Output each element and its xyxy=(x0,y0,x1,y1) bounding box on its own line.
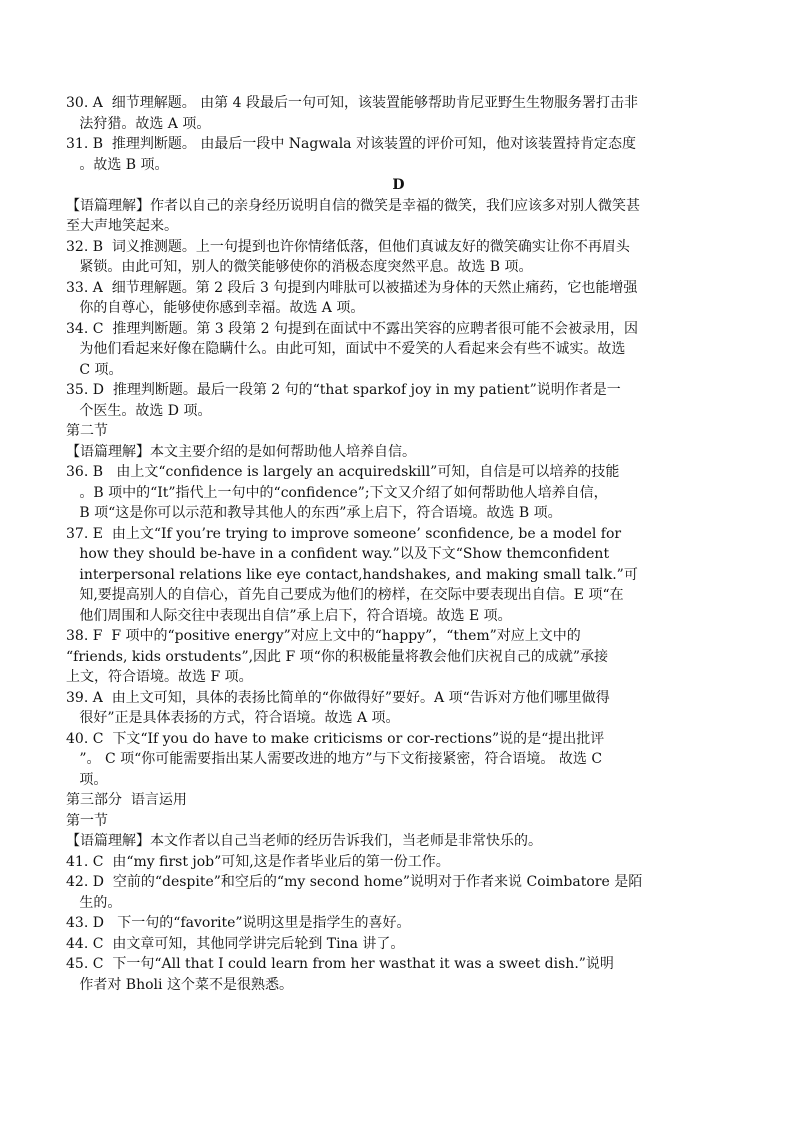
text-block xyxy=(66,954,731,995)
text-block xyxy=(66,811,731,832)
text-block xyxy=(66,462,731,524)
text-line: 30. A 细节理解题。 由第 4 段最后一句可知，该装置能够帮助肯尼亚野生生物服务署打击非 xyxy=(66,95,638,111)
text-line: 43. D 下一句的“favorite”说明这里是指学生的喜好。 xyxy=(66,915,411,931)
text-line: 38. F F 项中的“positive energy”对应上文中的“happy”，“them”对应上文中的 xyxy=(66,628,581,644)
text-block xyxy=(66,421,731,442)
text-line: 45. C 下一句“All that I could learn from her wasthat it was a sweet dish.”说明 xyxy=(66,956,614,972)
text-line: 上文，符合语境。故选 F 项。 xyxy=(66,669,253,685)
text-line: B 项“这是你可以示范和教导其他人的东西”承上启下，符合语境。故选 B 项。 xyxy=(66,505,562,521)
text-line: 39. A 由上文可知，具体的表扬比简单的“你做得好”要好。A 项“告诉对方他们哪里做得 xyxy=(66,689,610,706)
text-line: 个医生。故选 D 项。 xyxy=(66,402,212,419)
text-block xyxy=(66,93,731,134)
text-line: 33. A 细节理解题。第 2 段后 3 句提到内啡肽可以被描述为身体的天然止痛药，它也能增强 xyxy=(66,279,638,296)
text-line: 他们周围和人际交往中表现出自信”承上启下，符合语境。故选 E 项。 xyxy=(66,607,512,624)
section-heading xyxy=(66,175,731,196)
text-line: 紧锁。由此可知，别人的微笑能够使你的消极态度突然平息。故选 B 项。 xyxy=(66,259,533,275)
text-block xyxy=(66,319,731,381)
text-line: 37. E 由上文“If you’re trying to improve someone’ sconfidence, be a model for xyxy=(66,525,622,542)
text-block xyxy=(66,729,731,791)
document-body xyxy=(66,93,731,995)
text-block xyxy=(66,442,731,463)
text-line: how they should be-have in a confident way.”以及下文“Show themconfident xyxy=(66,546,610,562)
text-block xyxy=(66,852,731,873)
text-block xyxy=(66,134,731,175)
text-block xyxy=(66,934,731,955)
text-line: 34. C 推理判断题。第 3 段第 2 句提到在面试中不露出笑容的应聘者很可能不会被录用，因 xyxy=(66,320,638,337)
text-line: 法狩猎。故选 A 项。 xyxy=(66,115,211,132)
text-line: C 项。 xyxy=(66,361,123,378)
text-line: 至大声地笑起来。 xyxy=(66,218,178,234)
text-block xyxy=(66,524,731,627)
text-block xyxy=(66,626,731,688)
text-block xyxy=(66,237,731,278)
text-line: 35. D 推理判断题。最后一段第 2 句的“that sparkof joy in my patient”说明作者是一 xyxy=(66,382,621,398)
text-line: 项。 xyxy=(66,771,108,788)
text-block xyxy=(66,688,731,729)
text-block xyxy=(66,831,731,852)
text-line: D xyxy=(392,177,405,193)
text-line: 【语篇理解】本文作者以自己当老师的经历告诉我们，当老师是非常快乐的。 xyxy=(66,833,542,849)
text-block xyxy=(66,913,731,934)
text-line: 你的自尊心，能够使你感到幸福。故选 A 项。 xyxy=(66,300,365,316)
text-line: 第一节 xyxy=(66,812,108,829)
text-line: 36. B 由上文“confidence is largely an acquiredskill”可知，自信是可以培养的技能 xyxy=(66,464,620,480)
text-block xyxy=(66,790,731,811)
text-line: 。B 项中的“It”指代上一句中的“confidence”;下文又介绍了如何帮助他人培养自信， xyxy=(66,484,608,501)
text-line: interpersonal relations like eye contact,handshakes, and making small talk.”可 xyxy=(66,566,638,583)
text-line: 41. C 由“my first job”可知,这是作者毕业后的第一份工作。 xyxy=(66,853,450,870)
text-block xyxy=(66,278,731,319)
text-line: 44. C 由文章可知，其他同学讲完后轮到 Tina 讲了。 xyxy=(66,935,405,952)
text-block xyxy=(66,380,731,421)
text-line: 知,要提高别人的自信心，首先自己要成为他们的榜样，在交际中要表现出自信。E 项“在 xyxy=(66,587,624,603)
text-line: 生的。 xyxy=(66,894,122,911)
text-line: 32. B 词义推测题。上一句提到也许你情绪低落，但他们真诚友好的微笑确实让你不再眉头 xyxy=(66,238,630,255)
text-line: 【语篇理解】作者以自己的亲身经历说明自信的微笑是幸福的微笑，我们应该多对别人微笑甚 xyxy=(66,197,640,214)
text-block xyxy=(66,872,731,913)
text-line: 40. C 下文“If you do have to make criticisms or cor-rections”说的是“提出批评 xyxy=(66,730,605,747)
text-line: 第三部分 语言运用 xyxy=(66,792,187,808)
text-line: 【语篇理解】本文主要介绍的是如何帮助他人培养自信。 xyxy=(66,443,416,460)
text-line: 第二节 xyxy=(66,423,108,439)
text-line: 为他们看起来好像在隐瞒什么。由此可知，面试中不爱笑的人看起来会有些不诚实。故选 xyxy=(66,341,626,357)
text-line: 作者对 Bholi 这个菜不是很熟悉。 xyxy=(66,976,293,993)
text-line: 31. B 推理判断题。 由最后一段中 Nagwala 对该装置的评价可知，他对该装置持肯定态度 xyxy=(66,136,636,152)
text-line: 很好”正是具体表扬的方式，符合语境。故选 A 项。 xyxy=(66,710,400,726)
text-line: “friends, kids orstudents”,因此 F 项“你的积极能量将教会他们庆祝自己的成就”承接 xyxy=(66,648,608,665)
text-block xyxy=(66,196,731,237)
text-line: ”。 C 项“你可能需要指出某人需要改进的地方”与下文衔接紧密，符合语境。 故选 C xyxy=(66,751,603,767)
text-line: 。故选 B 项。 xyxy=(66,156,169,173)
text-line: 42. D 空前的“despite”和空后的“my second home”说明对于作者来说 Coimbatore 是陌 xyxy=(66,874,643,890)
